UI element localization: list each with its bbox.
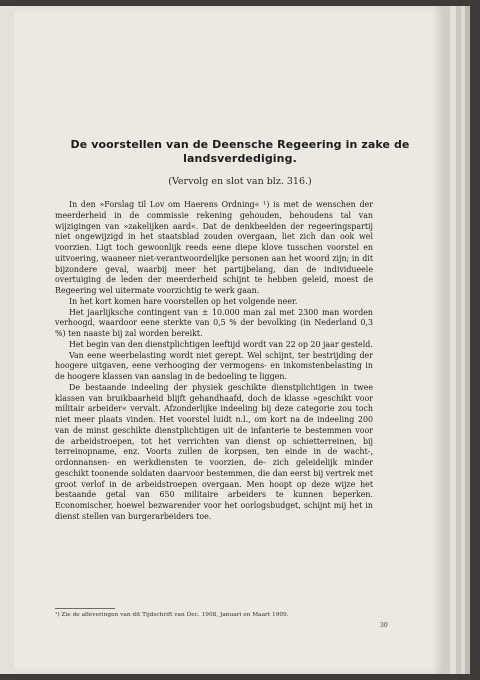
paragraph: In het kort komen hare voorstellen op het volgende neer. [69,296,298,306]
article-title: De voorstellen van de Deensche Regeering in zake de landsverdediging. [70,138,410,165]
paragraph: Het begin van den dienstplichtigen leeftijd wordt van 22 op 20 jaar gesteld. [69,339,373,349]
book-gutter [0,6,14,674]
article-subtitle: (Vervolg en slot van blz. 316.) [168,176,312,187]
footnote-rule [55,608,115,609]
paragraph: De bestaande indeeling der physiek geschikte dienstplichtigen in twee klassen van bruikbaarheid blijft gehandhaafd, doch de klasse »geschikt voor militair arbeider« vervalt. Afzonderlijke indeeling bij deze categorie zou toch niet meer plaats vinden. Het voorstel luidt n.l., om kort na de indeeling 200 van de minst geschikte dienstplichtigen uit de infanterie te bestemmen voor de arbeidstroepen, tot het verrichten van dienst op schietterreinen, bij terreinopname, enz. Voorts zullen de korpsen, ten einde in de wacht-, ordonnansen- en werkdiensten te voorzien, de- zich geleidelijk minder geschikt toonende soldaten daarvoor bestemmen, die dan eerst bij vertrek met groot verlof in de arbeidstroepen overgaan. Men hoopt op deze wijze het bestaande getal van 650 militaire arbeiders te kunnen beperken. Economischer, hoewel bezwarender voor het oorlogsbudget, schijnt mij het in dienst stellen van burgerarbeiders toe. [55,382,373,521]
article-body [55,200,373,523]
page-number: 30 [380,622,388,629]
paragraph: Van eene weerbelasting wordt niet gerept. Wel schijnt, ter bestrijding der hoogere uitgaven, eene verhooging der vermogens- en inkomstenbelasting in de hoogere klassen van aanslag in de bedoeling te liggen. [55,350,373,381]
paragraph: Het jaarlijksche contingent van ± 10.000 man zal met 2300 man worden verhoogd, waardoor eene sterkte van 0,5 % der bevolking (in Nederland 0,3 %) ten naaste bij zal worden bereikt. [55,307,373,338]
page-edge [465,6,470,674]
footnote: ¹) Zie de afleveringen van dit Tijdschrift van Dec. 1908, Januari en Maart 1909. [55,612,289,618]
paragraph: In den »Forslag til Lov om Haerens Ordning« ¹) is met de wenschen der meerderheid in de commissie rekening gehouden, behoudens tal van wijzigingen van »zakelijken aard«. Dat de denkbeelden der regeeringspartij niet ongewijzigd in het staatsblad zouden overgaan, liet zich dan ook wel voorzien. Ligt toch gewoonlijk reeds eene diepe klove tusschen voorstel en uitvoering, waaneer niet-verantwoordelijke personen aan het woord zijn; in dit bijzondere geval, waarbij meer het partijbelang, dan de individueele overtuiging de leden der meerderheid schijnt te hebben geleid, moest de Regeering wel uitermate voorzichtig te werk gaan. [55,200,373,295]
